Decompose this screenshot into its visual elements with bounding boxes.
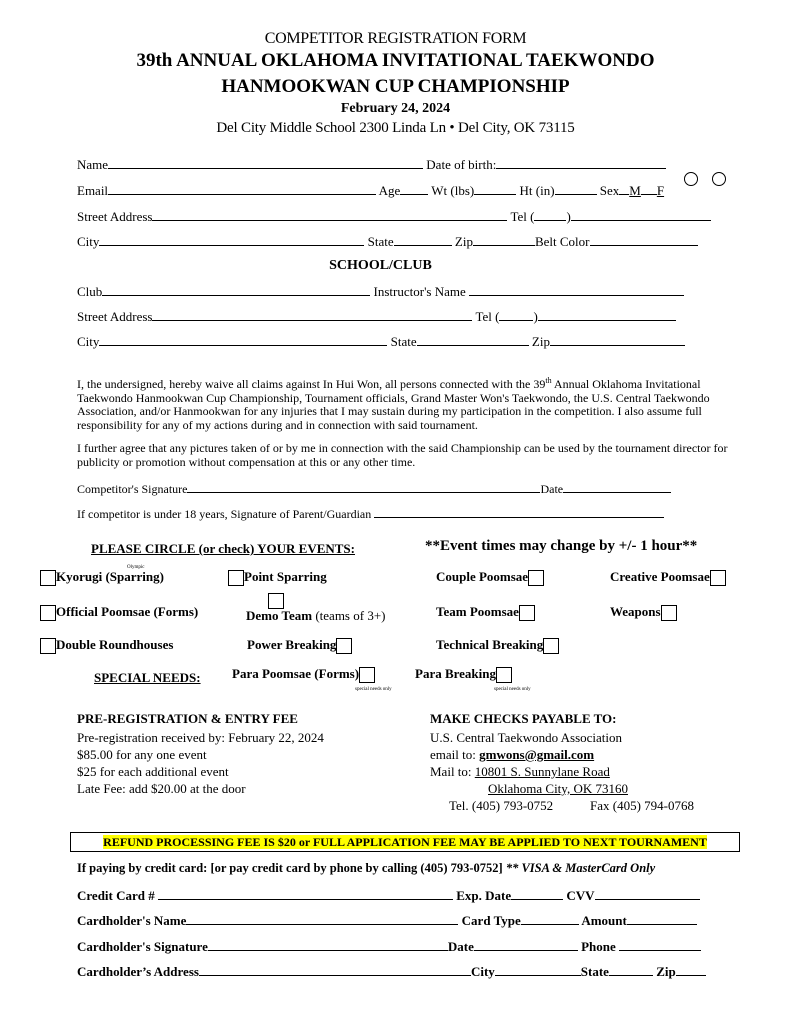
- checks-fax: Fax (405) 794-0768: [590, 798, 694, 813]
- cardholder-signature-field[interactable]: [208, 939, 448, 951]
- point-sparring-label: Point Sparring: [244, 569, 327, 584]
- dob-field[interactable]: [496, 157, 666, 169]
- checks-heading: MAKE CHECKS PAYABLE TO:: [430, 711, 617, 726]
- official-poomsae-checkbox[interactable]: [40, 605, 56, 621]
- instructor-label: Instructor's Name: [373, 284, 466, 299]
- payment-intro-row: [77, 861, 655, 876]
- fee-heading: PRE-REGISTRATION & ENTRY FEE: [77, 711, 298, 726]
- amount-label: Amount: [581, 913, 627, 928]
- school-street-label: Street Address: [77, 309, 153, 324]
- club-label: Club: [77, 284, 103, 299]
- fee-additional: $25 for each additional event: [77, 764, 229, 779]
- para-poomsae-event: [232, 666, 375, 683]
- para-breaking-label: Para Breaking: [415, 666, 497, 681]
- club-field[interactable]: [102, 284, 370, 296]
- cardholder-name-field[interactable]: [186, 913, 458, 925]
- tel-area-field[interactable]: [534, 209, 566, 221]
- school-tel-close: ): [533, 309, 538, 324]
- couple-poomsae-event: [436, 569, 544, 586]
- kyorugi-event: [40, 569, 164, 586]
- sex-f-option[interactable]: F: [656, 183, 665, 198]
- club-row: [77, 284, 684, 300]
- payment-city-label: City: [470, 964, 495, 979]
- technical-breaking-label: Technical Breaking: [436, 637, 544, 652]
- credit-card-label: Credit Card #: [77, 888, 155, 903]
- sex-m-option[interactable]: M: [629, 183, 641, 198]
- mail-address-2: Oklahoma City, OK 73160: [488, 781, 628, 796]
- street-label: Street Address: [77, 209, 153, 224]
- payment-state-field[interactable]: [609, 964, 653, 976]
- card-type-label: Card Type: [461, 913, 521, 928]
- kyorugi-checkbox[interactable]: [40, 570, 56, 586]
- event-date: February 24, 2024: [340, 101, 451, 116]
- cardholder-name-row: [77, 913, 697, 929]
- belt-label: Belt Color: [534, 234, 590, 249]
- double-roundhouses-event: [40, 637, 173, 654]
- creative-poomsae-event: [610, 569, 726, 586]
- credit-card-row: [77, 888, 700, 904]
- technical-breaking-event: [436, 637, 559, 654]
- email-to-label: email to:: [430, 747, 480, 762]
- weapons-label: Weapons: [610, 604, 661, 619]
- point-sparring-checkbox[interactable]: [228, 570, 244, 586]
- school-state-field[interactable]: [417, 334, 529, 346]
- checks-mail-line: [430, 763, 610, 780]
- fee-late: Late Fee: add $20.00 at the door: [77, 781, 246, 796]
- event-venue: Del City Middle School 2300 Linda Ln • Del City, OK 73115: [216, 120, 575, 136]
- para-breaking-checkbox[interactable]: [496, 667, 512, 683]
- payment-intro: If paying by credit card: [or pay credit card by phone by calling (405) 793-0752]: [77, 861, 503, 875]
- cvv-field[interactable]: [595, 888, 700, 900]
- name-field[interactable]: [108, 157, 423, 169]
- school-zip-field[interactable]: [550, 334, 685, 346]
- cardholder-signature-label: Cardholder's Signature: [77, 939, 208, 954]
- credit-card-field[interactable]: [158, 888, 453, 900]
- team-poomsae-event: [436, 604, 535, 621]
- signature-date-label: Date: [540, 482, 564, 496]
- age-label: Age: [378, 183, 401, 198]
- zip-label: Zip: [454, 234, 473, 249]
- payment-date-label: Date: [447, 939, 474, 954]
- team-poomsae-checkbox[interactable]: [519, 605, 535, 621]
- double-roundhouses-label: Double Roundhouses: [56, 637, 174, 652]
- refund-text: REFUND PROCESSING FEE IS $20 or FULL APPLICATION FEE MAY BE APPLIED TO NEXT TOURNAMENT: [103, 835, 707, 849]
- event-title: 39th ANNUAL OKLAHOMA INVITATIONAL TAEKWONDO: [136, 50, 655, 71]
- technical-breaking-checkbox[interactable]: [543, 638, 559, 654]
- email-label: Email: [77, 183, 109, 198]
- form-title: COMPETITOR REGISTRATION FORM: [264, 30, 527, 47]
- events-heading: PLEASE CIRCLE (or check) YOUR EVENTS:: [91, 541, 355, 556]
- cardholder-signature-row: [77, 939, 701, 955]
- payment-zip-label: Zip: [656, 964, 676, 979]
- cardholder-address-field[interactable]: [199, 964, 471, 976]
- waiver-text-b: Annual Oklahoma Invitational Taekwondo Hanmookwan Cup Championship, Tournament officials, Grand Master Won's Taekwondo, the U.S. Central Taekwondo Association, and/or Hanmookwan for any injuries that I may sustain during my participation in the competition. I also assume full responsibility for any of my actions during and in connection with said tournament.: [77, 377, 710, 432]
- phone-label: Phone: [581, 939, 616, 954]
- fee-one-event: $85.00 for any one event: [77, 747, 207, 762]
- kyorugi-label: Kyorugi (Sparring): [56, 569, 164, 584]
- age-field[interactable]: [400, 183, 428, 195]
- payment-date-field[interactable]: [474, 939, 578, 951]
- wt-label: Wt (lbs): [431, 183, 475, 198]
- olympic-tag: Olympic: [127, 565, 145, 570]
- waiver-paragraph-1: [77, 374, 729, 432]
- visa-note: ** VISA & MasterCard Only: [505, 861, 656, 875]
- guardian-signature-field[interactable]: [374, 506, 664, 518]
- waiver-sup: th: [545, 376, 552, 385]
- para-breaking-special-note: special needs only: [494, 687, 531, 692]
- school-tel-label: Tel (: [475, 309, 500, 324]
- tel-field[interactable]: [571, 209, 711, 221]
- para-poomsae-checkbox[interactable]: [359, 667, 375, 683]
- contact-email-link[interactable]: gmwons@gmail.com: [479, 747, 595, 762]
- special-needs-heading: SPECIAL NEEDS:: [94, 670, 201, 685]
- card-type-field[interactable]: [521, 913, 579, 925]
- city-label: City: [77, 234, 100, 249]
- phone-field[interactable]: [619, 939, 701, 951]
- refund-notice: [70, 832, 740, 852]
- state-field[interactable]: [394, 234, 452, 246]
- creative-poomsae-checkbox[interactable]: [710, 570, 726, 586]
- email-row: [77, 183, 664, 199]
- weapons-checkbox[interactable]: [661, 605, 677, 621]
- official-poomsae-event: [40, 604, 198, 621]
- events-time-note: **Event times may change by +/- 1 hour**: [425, 538, 698, 554]
- creative-poomsae-label: Creative Poomsae: [610, 569, 710, 584]
- para-breaking-event: [415, 666, 512, 683]
- point-sparring-event: [228, 569, 327, 586]
- payment-zip-field[interactable]: [676, 964, 706, 976]
- power-breaking-event: [247, 637, 352, 654]
- exp-date-label: Exp. Date: [456, 888, 512, 903]
- couple-poomsae-checkbox[interactable]: [528, 570, 544, 586]
- mail-address-1: 10801 S. Sunnylane Road: [474, 764, 610, 779]
- guardian-label: If competitor is under 18 years, Signature of Parent/Guardian: [77, 507, 372, 521]
- sex-m-circle[interactable]: [684, 172, 698, 186]
- cardholder-name-label: Cardholder's Name: [77, 913, 187, 928]
- team-poomsae-label: Team Poomsae: [436, 604, 519, 619]
- power-breaking-checkbox[interactable]: [336, 638, 352, 654]
- ht-label: Ht (in): [519, 183, 555, 198]
- tel-label: Tel (: [510, 209, 535, 224]
- power-breaking-label: Power Breaking: [247, 637, 337, 652]
- checks-tel: Tel. (405) 793-0752: [449, 798, 554, 813]
- payment-city-field[interactable]: [495, 964, 581, 976]
- checks-email-line: [430, 746, 594, 763]
- city-row: [77, 234, 698, 250]
- para-poomsae-label: Para Poomsae (Forms): [232, 666, 360, 681]
- couple-poomsae-label: Couple Poomsae: [436, 569, 529, 584]
- school-city-label: City: [77, 334, 100, 349]
- waiver-paragraph-2: I further agree that any pictures taken of or by me in connection with the said Championship can be used by the tournament director for publicity or promotion without compensation at this or any other time.: [77, 441, 728, 469]
- street-row: [77, 209, 711, 225]
- school-tel-field[interactable]: [538, 309, 676, 321]
- signature-row: [77, 481, 671, 497]
- demo-team-note: (teams of 3+): [315, 608, 386, 623]
- wt-field[interactable]: [474, 183, 516, 195]
- guardian-row: [77, 506, 664, 522]
- school-tel-area-field[interactable]: [499, 309, 533, 321]
- tel-close: ): [566, 209, 571, 224]
- street-field[interactable]: [152, 209, 507, 221]
- demo-team-event: [246, 608, 386, 624]
- school-city-field[interactable]: [99, 334, 387, 346]
- cvv-label: CVV: [566, 888, 595, 903]
- cardholder-address-row: [77, 964, 706, 980]
- demo-team-label: Demo Team: [246, 608, 313, 623]
- exp-date-field[interactable]: [511, 888, 563, 900]
- weapons-event: [610, 604, 677, 621]
- competitor-signature-field[interactable]: [187, 481, 540, 493]
- double-roundhouses-checkbox[interactable]: [40, 638, 56, 654]
- demo-team-checkbox[interactable]: [268, 593, 284, 609]
- state-label: State: [367, 234, 394, 249]
- school-heading: SCHOOL/CLUB: [329, 258, 432, 273]
- email-field[interactable]: [108, 183, 376, 195]
- instructor-field[interactable]: [469, 284, 684, 296]
- school-street-field[interactable]: [152, 309, 472, 321]
- fee-pre-registration: Pre-registration received by: February 22, 2024: [77, 730, 324, 745]
- official-poomsae-label: Official Poomsae (Forms): [56, 604, 199, 619]
- competitor-signature-label: Competitor's Signature: [77, 482, 188, 496]
- cardholder-address-label: Cardholder’s Address: [77, 964, 199, 979]
- zip-field[interactable]: [473, 234, 535, 246]
- school-street-row: [77, 309, 676, 325]
- waiver-text-a: I, the undersigned, hereby waive all claims against In Hui Won, all persons connected with the 39: [77, 377, 546, 391]
- school-state-label: State: [390, 334, 417, 349]
- school-zip-label: Zip: [531, 334, 550, 349]
- name-label: Name: [77, 157, 109, 172]
- signature-date-field[interactable]: [563, 481, 671, 493]
- para-poomsae-special-note: special needs only: [355, 687, 392, 692]
- sex-f-circle[interactable]: [712, 172, 726, 186]
- name-row: [77, 157, 666, 173]
- ht-field[interactable]: [555, 183, 597, 195]
- checks-org: U.S. Central Taekwondo Association: [430, 730, 623, 745]
- sex-label: Sex: [599, 183, 620, 198]
- cup-title: HANMOOKWAN CUP CHAMPIONSHIP: [221, 76, 570, 97]
- payment-state-label: State: [580, 964, 609, 979]
- dob-label: Date of birth:: [426, 157, 497, 172]
- city-field[interactable]: [99, 234, 364, 246]
- school-city-row: [77, 334, 685, 350]
- belt-field[interactable]: [590, 234, 698, 246]
- mail-to-label: Mail to:: [430, 764, 475, 779]
- amount-field[interactable]: [627, 913, 697, 925]
